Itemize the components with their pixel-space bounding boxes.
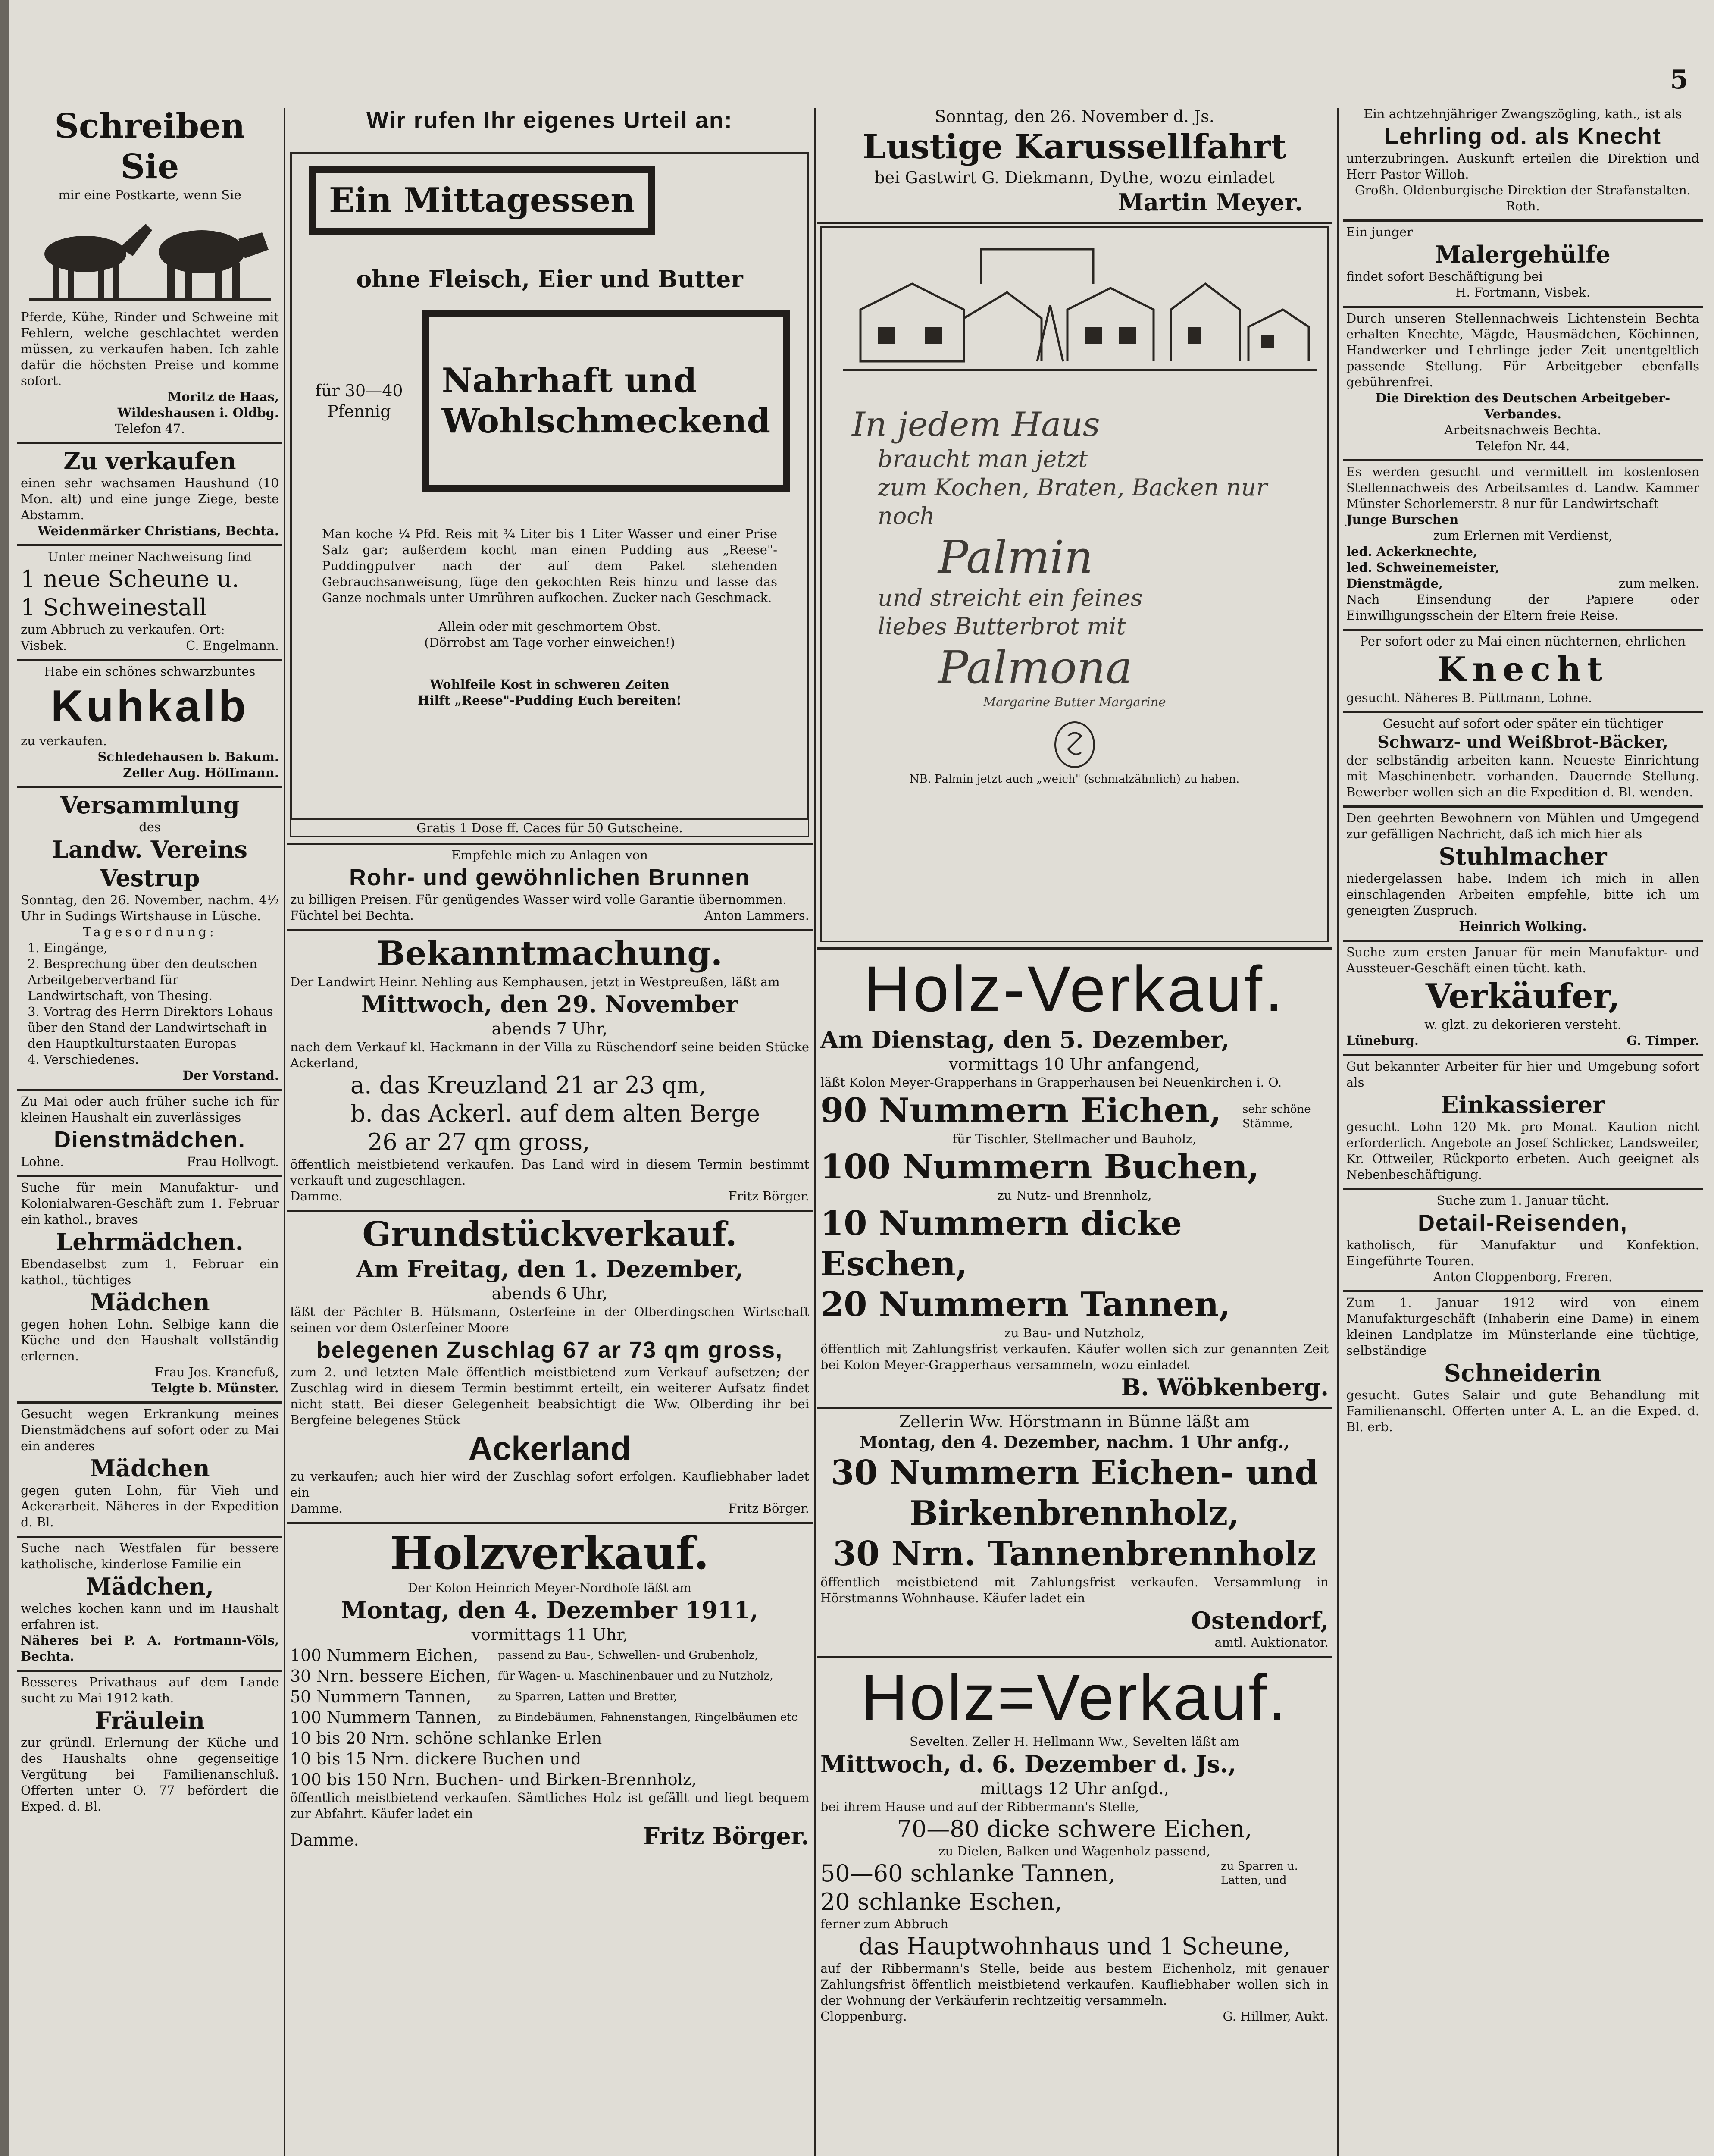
ad-einkassierer: [1343, 1056, 1703, 1190]
ad-intro: Den geehrten Bewohnern von Mühlen und Umgegend zur gefälligen Nachricht, daß ich mich hier als: [1346, 811, 1699, 841]
ad-headline: Schreiben Sie: [54, 107, 245, 186]
advertiser-name: Ostendorf,: [1191, 1607, 1329, 1634]
ad-body: Nach Einsendung der Papiere oder Einwilligungsschein der Eltern freie Reise.: [1346, 592, 1699, 623]
ad-headline: Einkassierer: [1441, 1091, 1605, 1119]
ad-headline: Vestrup: [100, 864, 200, 892]
ad-headline: Ackerland: [468, 1429, 631, 1467]
ad-place: Füchtel bei Bechta.: [290, 908, 414, 923]
ad-intro: Der Landwirt Heinr. Nehling aus Kemphausen, jetzt in Westpreußen, läßt am: [290, 975, 780, 989]
ad-text: Allein oder mit geschmortem Obst.: [438, 619, 661, 634]
ad-body: Sonntag, den 26. November, nachm. 4½ Uhr in Sudings Wirtshause in Lüsche.: [21, 893, 279, 923]
ad-headline: Lustige Karussellfahrt: [862, 127, 1287, 166]
job-item: Junge Burschen: [1346, 512, 1459, 527]
palmin-logo: [826, 719, 1323, 772]
ad-date: Sonntag, den 26. November d. Js.: [935, 107, 1214, 126]
advertiser-name: C. Engelmann.: [186, 638, 279, 653]
advertiser-name: Frau Hollvogt.: [187, 1154, 279, 1169]
ad-time: abends 6 Uhr,: [491, 1284, 608, 1303]
ad-grundstueckverkauf: [287, 1212, 813, 1524]
ad-headline: Mädchen,: [85, 1573, 214, 1600]
advertiser-name: Zeller Aug. Höffmann.: [123, 765, 279, 780]
palmin-script-line: Margarine Butter Margarine: [983, 695, 1166, 709]
ad-body: zu verkaufen; auch hier wird der Zuschlag sofort erfolgen. Kaufliebhaber ladet ein: [290, 1469, 809, 1500]
ad-intro: Zum 1. Januar 1912 wird von einem Manufakturgeschäft (Inhaberin eine Dame) in einem kleinen Landplatze im Münsterlande eine tüchtige, selbständige: [1346, 1295, 1699, 1358]
advertiser-phone: Telefon Nr. 44.: [1476, 439, 1570, 453]
ad-dienstmaedchen: [17, 1091, 282, 1177]
ad-lehrling: [1343, 103, 1703, 222]
timber-item: 30 Nummern Eichen- und Birkenbrennholz,: [831, 1453, 1318, 1533]
advertiser-name: B. Wöbkenberg.: [1121, 1373, 1329, 1401]
ad-headline: Holz=Verkauf.: [861, 1661, 1288, 1733]
job-item: led. Schweinemeister,: [1346, 560, 1500, 575]
ad-date: Am Freitag, den 1. Dezember,: [356, 1255, 743, 1283]
agenda-item: 4. Verschiedenes.: [28, 1052, 139, 1067]
ad-item: 1 Schweinestall: [21, 594, 207, 621]
ad-body: zur gründl. Erlernung der Küche und des Haushalts ohne gegenseitige Vergütung bei Familienanschluß. Offerten unter O. 77 befördert die Exped. d. Bl.: [21, 1735, 279, 1814]
timber-note: zu Dielen, Balken und Wagenholz passend,: [938, 1844, 1210, 1858]
timber-item: 100 Nummern Tannen,: [290, 1708, 482, 1727]
timber-item: 100 Nummern Eichen,: [290, 1646, 479, 1665]
ad-karussell: [817, 103, 1332, 224]
timber-item: 50 Nummern Tannen,: [290, 1687, 472, 1706]
ad-headline: Knecht: [1437, 650, 1609, 689]
ad-intro: Gut bekannter Arbeiter für hier und Umgebung sofort als: [1346, 1059, 1699, 1090]
ad-intro: Suche zum ersten Januar für mein Manufaktur- und Aussteuer-Geschäft einen tücht. kath.: [1346, 945, 1699, 975]
ad-time: abends 7 Uhr,: [491, 1019, 608, 1038]
palmin-brand: Palmin: [938, 531, 1093, 583]
ad-body: gegen guten Lohn, für Vieh und Ackerarbeit. Näheres in der Expedition d. Bl.: [21, 1483, 279, 1529]
timber-item: 20 Nummern Tannen,: [820, 1285, 1231, 1324]
page-binding-edge: [0, 0, 9, 2156]
ad-body: öffentlich mit Zahlungsfrist verkaufen. Käufer wollen sich zur genannten Zeit bei Kolon Meyer-Grapperhaus versammeln, wozu einladet: [820, 1341, 1329, 1372]
ad-place: Damme.: [290, 1830, 359, 1849]
ad-headline: Detail-Reisenden,: [1417, 1210, 1628, 1236]
ad-subheading: ohne Fleisch, Eier und Butter: [356, 265, 743, 293]
advertiser-title: amtl. Auktionator.: [1214, 1635, 1329, 1650]
ad-body: unterzubringen. Auskunft erteilen die Direktion und Herr Pastor Willoh.: [1346, 151, 1699, 182]
ad-body: gegen hohen Lohn. Selbige kann die Küche und den Haushalt vollständig erlernen.: [21, 1317, 279, 1363]
timber-item: das Hauptwohnhaus und 1 Scheune,: [858, 1933, 1291, 1960]
ad-body: gesucht. Näheres B. Püttmann, Lohne.: [1346, 690, 1592, 705]
advertiser-name: H. Fortmann, Visbek.: [1455, 285, 1590, 300]
ad-intro: Gesucht auf sofort oder später ein tüchtiger: [1382, 716, 1663, 731]
ad-body: öffentlich meistbietend verkaufen. Das Land wird in diesem Termin bestimmt verkauft und zugeschlagen.: [290, 1157, 809, 1188]
ad-date: Montag, den 4. Dezember, nachm. 1 Uhr anfg.,: [859, 1432, 1290, 1452]
ad-highlight: belegenen Zuschlag 67 ar 73 qm gross,: [316, 1337, 783, 1363]
advertiser-place: Wildeshausen i. Oldbg.: [117, 405, 279, 420]
ad-headline: Grundstückverkauf.: [362, 1215, 737, 1254]
ad-place: Damme.: [290, 1189, 343, 1203]
ad-malergehuelfe: [1343, 222, 1703, 308]
ad-headline: Holzverkauf.: [390, 1526, 709, 1579]
recipe-text: Man koche ¼ Pfd. Reis mit ¾ Liter bis 1 Liter Wasser und einer Prise Salz gar; außerdem kocht man einen Pudding aus „Reese"-Puddingpulver nach der auf dem Paket stehenden Gebrauchsanweisung, füge den gekochten Reis hinzu und lasse das Ganze nochmals unter Umrühren aufkochen. Zucker nach Geschmack.: [322, 526, 777, 605]
ad-date: Mittwoch, den 29. November: [361, 990, 738, 1018]
ad-headline: Bekanntmachung.: [377, 934, 723, 973]
timber-note: sehr schöne Stämme,: [1242, 1103, 1311, 1130]
column-3: [817, 103, 1332, 2156]
ad-bekanntmachung: [287, 931, 813, 1212]
ad-holz-verkauf-grapperhausen: [817, 950, 1332, 1409]
ad-headline: Zu verkaufen: [63, 447, 236, 475]
ad-verkaeufer: [1343, 942, 1703, 1056]
ad-body: nach dem Verkauf kl. Hackmann in der Villa zu Rüschendorf seine beiden Stücke Ackerland,: [290, 1040, 809, 1070]
price-range: für 30—40: [315, 381, 403, 400]
page-number: 5: [1670, 65, 1688, 95]
timber-note: zu Bindebäumen, Fahnenstangen, Ringelbäumen etc: [498, 1711, 798, 1724]
timber-item: 10 bis 20 Nrn. schöne schlanke Erlen: [290, 1729, 602, 1748]
palmin-note: NB. Palmin jetzt auch „weich" (schmalzähnlich) zu haben.: [909, 773, 1240, 786]
ad-text: Ebendaselbst zum 1. Februar ein kathol., tüchtiges: [21, 1257, 279, 1287]
ad-place: Damme.: [290, 1501, 343, 1516]
ad-schneiderin: [1343, 1292, 1703, 1440]
job-note: zum melken.: [1618, 576, 1699, 591]
advertiser-name: Moritz de Haas,: [168, 389, 279, 404]
advertiser-name: Die Direktion des Deutschen Arbeitgeber-Verbandes.: [1375, 391, 1670, 421]
timber-item: 20 schlanke Eschen,: [820, 1888, 1062, 1915]
ad-headline: Wir rufen Ihr eigenes Urteil an:: [366, 107, 733, 133]
ad-headline: Stuhlmacher: [1439, 843, 1607, 870]
ad-stuhlmacher: [1343, 808, 1703, 942]
timber-note: für Tischler, Stellmacher und Bauholz,: [952, 1131, 1197, 1146]
ad-body: Es werden gesucht und vermittelt im kostenlosen Stellennachweis des Arbeitsamtes d. Landw. Kammer Münster Schorlemerstr. 8 nur für Landwirtschaft: [1346, 464, 1699, 511]
timber-item: 100 Nummern Buchen,: [820, 1147, 1259, 1187]
ad-body: welches kochen kann und im Haushalt erfahren ist.: [21, 1601, 279, 1632]
ad-kuhkalb: [17, 661, 282, 788]
ad-holz-verkauf-sevelten: [817, 1658, 1332, 2030]
job-item: led. Ackerknechte,: [1346, 544, 1478, 559]
advertiser-name: Martin Meyer.: [1118, 188, 1303, 216]
ad-body: findet sofort Beschäftigung bei: [1346, 269, 1543, 284]
ad-body: einen sehr wachsamen Haushund (10 Mon. alt) und eine junge Ziege, beste Abstamm.: [21, 476, 279, 522]
ad-text: mir eine Postkarte, wenn Sie: [58, 188, 241, 202]
ad-detail-reisenden: [1343, 1190, 1703, 1292]
ad-headline: Lehrling od. als Knecht: [1384, 123, 1662, 149]
job-note: zum Erlernen mit Verdienst,: [1433, 528, 1613, 543]
ad-box-title: Ein Mittagessen: [309, 166, 655, 235]
timber-item: 10 Nummern dicke Eschen,: [820, 1204, 1182, 1284]
ad-intro: Ein achtzehnjähriger Zwangszögling, kath., ist als: [1364, 107, 1682, 121]
ad-body: katholisch, für Manufaktur und Konfektion. Eingeführte Touren.: [1346, 1238, 1699, 1268]
ad-text: (Dörrobst am Tage vorher einweichen!): [424, 635, 675, 650]
price-unit: Pfennig: [327, 402, 391, 421]
ad-intro: Besseres Privathaus auf dem Lande sucht zu Mai 1912 kath.: [21, 1675, 279, 1705]
ad-headline: Landw. Vereins: [52, 836, 247, 863]
advertiser-name: Frau Jos. Kranefuß,: [154, 1365, 279, 1379]
ad-box: [290, 152, 809, 820]
ad-stellennachweis: [1343, 308, 1703, 461]
advertiser-name: Weidenmärker Christians, Bechta.: [38, 523, 279, 538]
ad-body: Pferde, Kühe, Rinder und Schweine mit Fehlern, welche geschlachtet werden müssen, zu verkaufen haben. Ich zahle dafür die höchsten Preise und komme sofort.: [21, 310, 279, 388]
ad-arbeitsamt: [1343, 461, 1703, 631]
ad-body: w. glzt. zu dekorieren versteht.: [1424, 1017, 1621, 1032]
ad-headline: Holz-Verkauf.: [863, 953, 1286, 1025]
ad-schreiben-sie: [17, 103, 282, 444]
ad-intro: Suche für mein Manufaktur- und Kolonialwaren-Geschäft zum 1. Februar ein kathol., braves: [21, 1180, 279, 1227]
column-rule: [814, 108, 816, 2156]
ad-body: zum Abbruch zu verkaufen. Ort:: [21, 622, 225, 637]
ad-holzverkauf-meyer: [287, 1524, 813, 1855]
advertiser-name: Näheres bei P. A. Fortmann-Völs, Bechta.: [21, 1633, 279, 1664]
livestock-illustration: [21, 207, 279, 306]
ad-intro: Suche zum 1. Januar tücht.: [1436, 1193, 1609, 1208]
ad-intro: Habe ein schönes schwarzbuntes: [44, 664, 256, 679]
timber-note: zu Bau- und Nutzholz,: [1004, 1326, 1145, 1340]
ad-hoerstmann: [817, 1409, 1332, 1658]
ad-date: Am Dienstag, den 5. Dezember,: [820, 1026, 1229, 1053]
ad-headline: Mädchen: [90, 1454, 210, 1482]
timber-item: 70—80 dicke schwere Eichen,: [897, 1815, 1252, 1843]
ad-headline: Malergehülfe: [1435, 241, 1611, 268]
agenda-item: 3. Vortrag des Herrn Direktors Lohaus über den Stand der Landwirtschaft in den Hauptkulturstaaten Europas: [28, 1004, 273, 1051]
advertiser-name: Anton Lammers.: [704, 908, 809, 923]
ad-text: des: [139, 820, 161, 834]
palmin-script-line: braucht man jetzt: [878, 445, 1088, 473]
ad-body: öffentlich meistbietend verkaufen. Sämtliches Holz ist gefällt und liegt bequem zur Abfahrt. Käufer ladet ein: [290, 1790, 809, 1821]
ad-baecker: [1343, 713, 1703, 808]
ad-date: Mittwoch, d. 6. Dezember d. Js.,: [820, 1750, 1236, 1778]
ad-slogan: Wohlfeile Kost in schweren Zeiten: [429, 677, 670, 692]
ad-headline: Schwarz- und Weißbrot-Bäcker,: [1377, 732, 1668, 752]
advertiser-name: Großh. Oldenburgische Direktion der Strafanstalten. Roth.: [1355, 183, 1691, 213]
timber-item: 10 bis 15 Nrn. dickere Buchen und: [290, 1749, 582, 1768]
ad-intro: Sevelten. Zeller H. Hellmann Ww., Sevelten läßt am: [910, 1734, 1239, 1749]
ad-zu-verkaufen: [17, 444, 282, 546]
ad-time: vormittags 11 Uhr,: [471, 1625, 628, 1644]
column-4: [1343, 103, 1703, 2156]
palmin-script-line: zum Kochen, Braten, Backen nur noch: [878, 474, 1267, 530]
ad-body: bei Gastwirt G. Diekmann, Dythe, wozu einladet: [874, 168, 1275, 187]
ad-body: gesucht. Lohn 120 Mk. pro Monat. Kaution nicht erforderlich. Angebote an Josef Schlicker, Landsweiler, Kr. Ottweiler, Rückporto erbeten. Auch geeignet als Nebenbeschäftigung.: [1346, 1119, 1699, 1182]
ad-body: zu verkaufen.: [21, 733, 107, 748]
palmin-box: [820, 226, 1329, 942]
ad-place: Cloppenburg.: [820, 2009, 907, 2024]
ad-intro: Zellerin Ww. Hörstmann in Bünne läßt am: [899, 1412, 1250, 1431]
ad-text: ferner zum Abbruch: [820, 1917, 948, 1931]
ad-headline: Fräulein: [95, 1707, 205, 1734]
advertiser-name: Heinrich Wolking.: [1459, 919, 1587, 934]
ad-slogan: Hilft „Reese"-Pudding Euch bereiten!: [417, 693, 682, 708]
advertiser-name: Fritz Börger.: [728, 1189, 809, 1203]
ad-intro: Der Kolon Heinrich Meyer-Nordhofe läßt am: [407, 1580, 692, 1595]
ad-reese-pudding: [287, 103, 813, 845]
timber-note: zu Sparren u. Latten, und: [1221, 1860, 1298, 1887]
ad-place: Visbek.: [21, 638, 67, 653]
land-item: 26 ar 27 qm gross,: [368, 1128, 590, 1156]
column-rule: [1337, 108, 1339, 2156]
ad-box-title: [422, 310, 790, 492]
ad-time: mittags 12 Uhr anfgd.,: [980, 1779, 1169, 1798]
ad-headline: Versammlung: [60, 791, 240, 819]
ad-palmin: [817, 224, 1332, 950]
ad-intro: Empfehle mich zu Anlagen von: [451, 848, 648, 862]
timber-item: 30 Nrn. Tannenbrennholz: [832, 1534, 1317, 1573]
ad-intro: Suche nach Westfalen für bessere katholische, kinderlose Familie ein: [21, 1541, 279, 1571]
column-1: [17, 103, 282, 2156]
village-illustration: [826, 232, 1323, 404]
ad-place: Lohne.: [21, 1154, 64, 1169]
ad-headline: Lehrmädchen.: [56, 1228, 244, 1256]
job-item: Dienstmägde,: [1346, 576, 1443, 591]
ad-footer: Gratis 1 Dose ff. Caces für 50 Gutscheine.: [290, 820, 809, 837]
ad-time: vormittags 10 Uhr anfangend,: [949, 1055, 1200, 1074]
agenda-item: 2. Besprechung über den deutschen Arbeitgeberverband für Landwirtschaft, von Thesing.: [28, 956, 257, 1003]
agenda-item: 1. Eingänge,: [28, 940, 108, 955]
palmona-brand: Palmona: [938, 641, 1132, 694]
ad-body: Durch unseren Stellennachweis Lichtenstein Bechta erhalten Knechte, Mägde, Hausmädchen, Köchinnen, Handwerker und Lehrlinge jeder Zeit unentgeltlich passende Stellung. Für Arbeitgeber ebenfalls gebührenfrei.: [1346, 311, 1699, 389]
ad-maedchen-gesucht: [17, 1404, 282, 1538]
ad-headline: Kuhkalb: [50, 681, 249, 731]
ad-headline: Rohr- und gewöhnlichen Brunnen: [349, 865, 750, 890]
ad-maedchen-westfalen: [17, 1538, 282, 1672]
advertiser-phone: Telefon 47.: [115, 421, 185, 436]
ad-scheune: [17, 546, 282, 661]
palmin-script-line: liebes Butterbrot mit: [878, 613, 1126, 640]
ad-knecht: [1343, 631, 1703, 713]
agenda-title: Tagesordnung:: [83, 924, 217, 939]
column-2: [287, 103, 813, 2156]
ad-box-line: Wohlschmeckend: [441, 401, 770, 441]
advertiser-name: G. Timper.: [1626, 1033, 1699, 1048]
palmin-script-line: und streicht ein feines: [878, 584, 1143, 611]
advertiser-name: Fritz Börger.: [728, 1501, 809, 1516]
land-item: b. das Ackerl. auf dem alten Berge: [350, 1100, 760, 1127]
ad-headline: Schneiderin: [1444, 1359, 1602, 1387]
ad-headline: Mädchen: [90, 1288, 210, 1316]
ad-intro: läßt Kolon Meyer-Grapperhans in Grapperhausen bei Neuenkirchen i. O.: [820, 1075, 1282, 1090]
column-rule: [284, 108, 285, 2156]
agenda-list: [21, 940, 279, 1068]
land-item: a. das Kreuzland 21 ar 23 qm,: [350, 1072, 707, 1099]
timber-item: 100 bis 150 Nrn. Buchen- und Birken-Brennholz,: [290, 1770, 697, 1789]
ad-intro: Gesucht wegen Erkrankung meines Dienstmädchens auf sofort oder zu Mai ein anderes: [21, 1407, 279, 1453]
advertiser-name: Der Vorstand.: [182, 1068, 279, 1083]
advertiser-office: Arbeitsnachweis Bechta.: [1444, 423, 1601, 437]
ad-lehrmaedchen: [17, 1177, 282, 1404]
ad-place: Lüneburg.: [1346, 1033, 1419, 1048]
timber-note: zu Sparren, Latten und Bretter,: [498, 1690, 677, 1703]
ad-body: zu billigen Preisen. Für genügendes Wasser wird volle Garantie übernommen.: [290, 892, 787, 907]
ad-date: Montag, den 4. Dezember 1911,: [341, 1596, 758, 1624]
ad-fraeulein: [17, 1672, 282, 1820]
timber-item: 50—60 schlanke Tannen,: [820, 1860, 1116, 1887]
ad-versammlung: [17, 788, 282, 1091]
advertiser-name: Anton Cloppenborg, Freren.: [1433, 1269, 1613, 1284]
ad-place: Schledehausen b. Bakum.: [97, 749, 279, 764]
advertiser-name: Fritz Börger.: [643, 1822, 809, 1850]
timber-list: [290, 1645, 809, 1728]
ad-body: gesucht. Gutes Salair und gute Behandlung mit Familienanschl. Offerten unter A. L. an die Exped. d. Bl. erb.: [1346, 1388, 1699, 1434]
ad-intro: Zu Mai oder auch früher suche ich für kleinen Haushalt ein zuverlässiges: [21, 1094, 279, 1125]
ad-body: der selbständig arbeiten kann. Neueste Einrichtung mit Maschinenbetr. vorhanden. Dauernde Stellung. Bewerber wollen sich an die Expedition d. Bl. wenden.: [1346, 753, 1699, 799]
ad-intro: Per sofort oder zu Mai einen nüchternen, ehrlichen: [1360, 634, 1686, 649]
ad-body: öffentlich meistbietend mit Zahlungsfrist verkaufen. Versammlung in Hörstmanns Wohnhause. Käufer ladet ein: [820, 1575, 1329, 1605]
timber-item: 90 Nummern Eichen,: [820, 1091, 1222, 1130]
advertiser-name: G. Hillmer, Aukt.: [1223, 2009, 1329, 2024]
ad-brunnen: [287, 845, 813, 931]
timber-note: zu Nutz- und Brennholz,: [997, 1188, 1152, 1203]
advertiser-place: Telgte b. Münster.: [151, 1381, 279, 1395]
timber-item: 30 Nrn. bessere Eichen,: [290, 1667, 491, 1686]
ad-body: niedergelassen habe. Indem ich mich in allen einschlagenden Arbeiten empfehle, bitte ich um geneigten Zuspruch.: [1346, 871, 1699, 918]
ad-box-line: Nahrhaft und: [441, 361, 697, 400]
ad-body: zum 2. und letzten Male öffentlich meistbietend zum Verkauf aufsetzen; der Zuschlag wird in diesem Termin bestimmt erteilt, ein weiterer Aufsatz findet nicht statt. Bei dieser Gelegenheit beabsichtigt die Ww. Olberding ihr bei Bergfeine belegenes Stück: [290, 1365, 809, 1427]
ad-body: auf der Ribbermann's Stelle, beide aus bestem Eichenholz, mit genauer Zahlungsfrist öffentlich meistbietend verkaufen. Kaufliebhaber wollen sich in der Wohnung der Verkäuferin rechtzeitig versammeln.: [820, 1961, 1329, 2008]
ad-intro: bei ihrem Hause und auf der Ribbermann's Stelle,: [820, 1799, 1139, 1814]
ad-intro: Ein junger: [1346, 225, 1413, 239]
ad-headline: Verkäufer,: [1425, 977, 1620, 1016]
ad-body: läßt der Pächter B. Hülsmann, Osterfeine in der Olberdingschen Wirtschaft seinen vor dem Osterfeiner Moore: [290, 1304, 809, 1335]
ad-headline: Dienstmädchen.: [53, 1127, 246, 1153]
timber-note: passend zu Bau-, Schwellen- und Grubenholz,: [498, 1648, 758, 1662]
timber-note: für Wagen- u. Maschinenbauer und zu Nutzholz,: [498, 1669, 773, 1683]
palmin-script-line: In jedem Haus: [852, 405, 1100, 444]
ad-intro: Unter meiner Nachweisung find: [47, 549, 252, 564]
ad-item: 1 neue Scheune u.: [21, 565, 239, 592]
